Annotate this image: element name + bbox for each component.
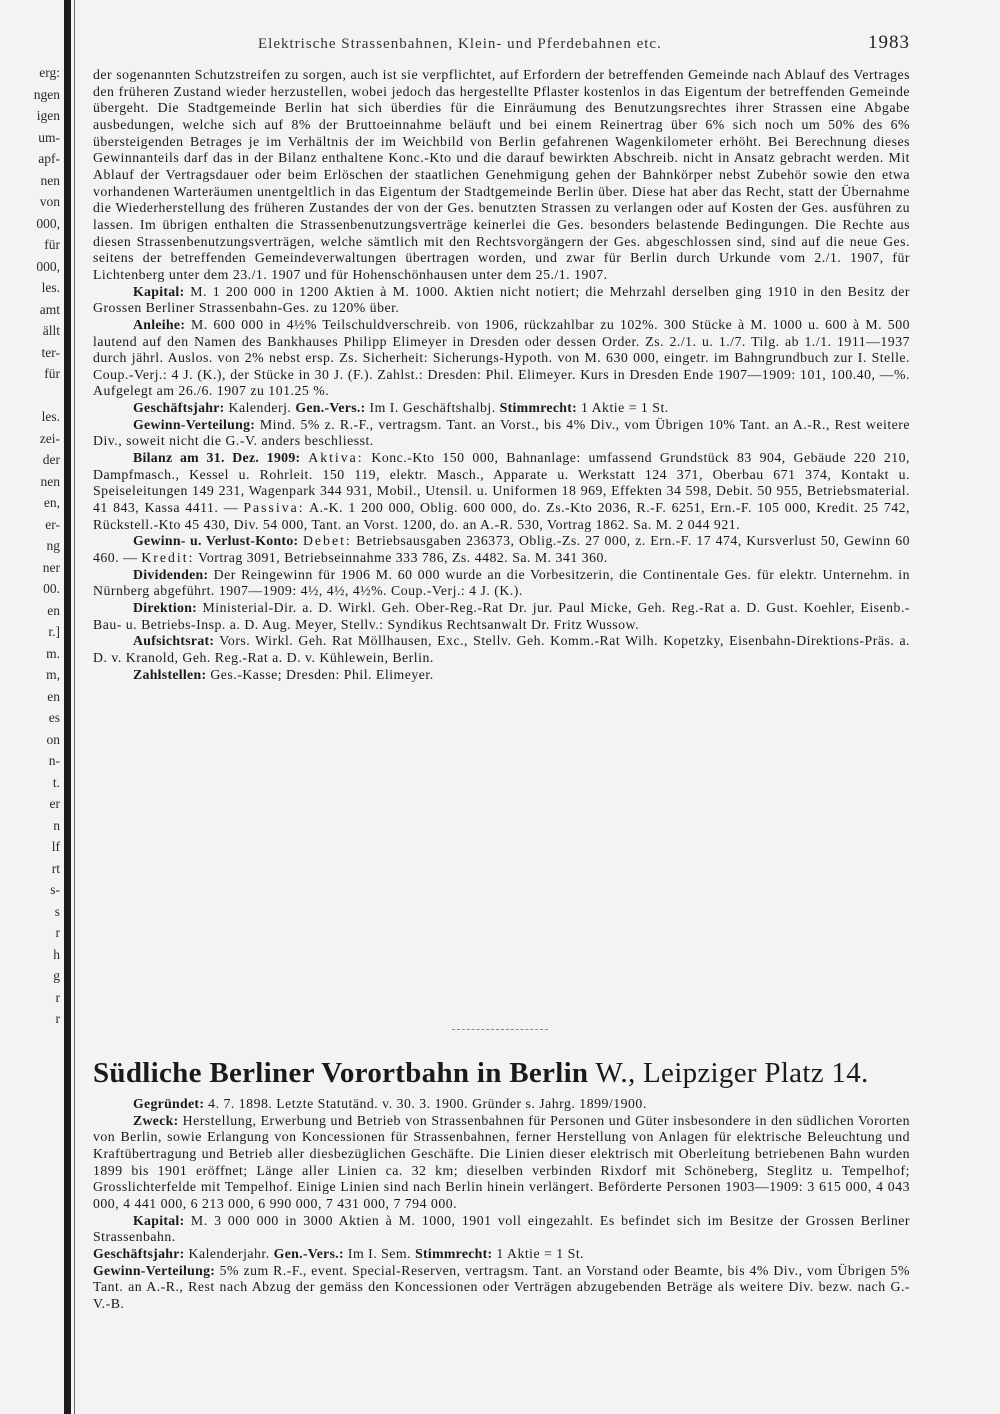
aktiva-label: Aktiva: <box>308 450 364 466</box>
facing-page-margin <box>0 62 60 1030</box>
entry-bilanz <box>93 450 910 533</box>
margin-fragment: ter- <box>41 344 60 360</box>
entry-label: Aufsichtsrat: <box>133 633 215 649</box>
entry-text: Herstellung, Erwerbung und Betrieb von Strassenbahnen für Personen und Güter insbesondere in den südlichen Vororten von Berlin, sowie Erlangung von Koncessionen für Strassenbahnen, ferner Herstellung von Anlagen für elektrische Beleuchtung und Kraftübertragung und Betrieb aller diesbezüglichen Geschäfte. Die Linien dieser elektrisch mit Oberleitung betriebenen Bahn wurden 1899 bis 1901 eröffnet; Länge aller Linien ca. 32 km; dieselben verbinden Rixdorf mit Schöneberg, Steglitz u. Tempelhof; Grosslichterfelde mit Tempelhof. Einige Linien sind nach Berlin hinein verlängert. Beförderte Personen 1903—1909: 3 615 000, 4 043 000, 4 441 000, 6 213 000, 6 990 000, 7 431 000, 7 794 000. <box>93 1112 911 1211</box>
entry-aufsichtsrat <box>93 633 910 666</box>
entry-text: Konc.-Kto 150 000, Bahnanlage: umfassend Grundstück 83 904, Gebäude 220 210, Dampfmasch., Kessel u. Rohrleit. 150 119, elektr. Masch., Apparate u. Werkstatt 124 371, Oberbau 671 374, Kontakt u. Speiseleitungen 149 231, Wagenpark 344 931, Mobil., Utensil. u. Uniformen 18 969, Effekten 34 598, Debit. 50 955, Betriebsmaterial. 41 843, Kassa 4411. — <box>93 450 910 516</box>
entry-dividenden <box>93 567 910 600</box>
margin-fragment: en, <box>43 495 60 510</box>
entry-direktion <box>93 600 910 633</box>
page-number: 1983 <box>868 32 910 53</box>
section-2-title <box>93 1056 923 1090</box>
entry-text: 1 Aktie = 1 St. <box>496 1245 585 1261</box>
margin-fragment: r.] <box>48 624 60 639</box>
entry-gewinn-verlust-konto <box>93 533 910 566</box>
margin-fragment: s <box>54 903 60 919</box>
entry-text: M. 1 200 000 in 1200 Aktien à M. 1000. Aktien nicht notiert; die Mehrzahl derselben ging 1910 in den Besitz der Grossen Berliner Strassenbahn-Ges. zu 120% über. <box>93 283 910 316</box>
margin-fragment: ng <box>46 538 60 553</box>
margin-fragment: für <box>44 366 60 381</box>
margin-fragment: les. <box>41 409 60 424</box>
margin-fragment: rt <box>51 860 60 876</box>
margin-fragment: für <box>44 237 60 252</box>
entry-text: Kalenderjahr. <box>188 1245 270 1261</box>
margin-fragment: r <box>55 925 60 940</box>
margin-fragment: apf- <box>38 151 60 166</box>
entry-label: Gewinn-Verteilung: <box>93 1262 216 1278</box>
entry-zweck <box>93 1113 910 1213</box>
margin-fragment: h <box>53 946 60 962</box>
entry-label: Gewinn- u. Verlust-Konto: <box>133 533 299 549</box>
entry-label: Gen.-Vers.: <box>273 1245 344 1261</box>
margin-fragment: t. <box>52 774 60 790</box>
entry-text: Mind. 5% z. R.-F., vertragsm. Tant. an Vorst., bis 4% Div., vom Übrigen 10% Tant. an A.-R., Rest weitere Div., soweit nicht die G.-V. anders beschliesst. <box>93 416 910 449</box>
margin-fragment: s- <box>50 882 60 897</box>
entry-label: Kapital: <box>133 283 185 299</box>
margin-fragment: igen <box>36 108 60 123</box>
entry-text: Im I. Sem. <box>347 1245 412 1261</box>
entry-gewinn-verteilung <box>93 417 910 450</box>
entry-geschaeftsjahr <box>93 1246 910 1263</box>
margin-fragment: 000, <box>36 215 60 231</box>
margin-fragment: g <box>53 968 60 983</box>
margin-fragment: lf <box>51 839 60 854</box>
debet-label: Debet: <box>302 533 352 549</box>
margin-fragment: 00. <box>43 581 60 596</box>
company-name: Südliche Berliner Vorortbahn in Berlin <box>93 1057 589 1089</box>
entry-text: 4. 7. 1898. Letzte Statutänd. v. 30. 3. 1900. Gründer s. Jahrg. 1899/1900. <box>208 1096 647 1111</box>
section-2-body <box>93 1096 910 1313</box>
margin-fragment: en <box>47 688 60 704</box>
section-1-body <box>93 67 910 683</box>
running-title: Elektrische Strassenbahnen, Klein- und Pferdebahnen etc. <box>258 36 662 52</box>
entry-label: Anleihe: <box>133 316 186 332</box>
margin-fragment: er- <box>45 516 60 532</box>
passiva-label: Passiva: <box>243 500 305 516</box>
entry-text: M. 600 000 in 4½% Teilschuldverschreib. von 1906, rückzahlbar zu 102%. 300 Stücke à M. 1000 u. 600 à M. 500 lautend auf den Namen des Bankhauses Philipp Elimeyer in Dresden oder dessen Order. Zs. 2./1. u. 1./7. Tilg. ab 1./1. 1911—1937 durch jährl. Auslos. von 2% nebst ersp. Zs. Sicherheit: Sicherungs-Hypoth. von M. 630 000, eingetr. im Bahngrundbuch zur I. Stelle. Coup.-Verj.: 4 J. (K.), der Stücke in 30 J. (F.). Zahlst.: Dresden: Phil. Elimeyer. Kurs in Dresden Ende 1907—1909: 101, 100.40, —%. Aufgelegt am 26./6. 1907 zu 101.25 %. <box>93 316 910 399</box>
margin-fragment: ällt <box>42 323 60 338</box>
margin-fragment: er <box>49 796 60 811</box>
entry-label: Zweck: <box>133 1112 179 1128</box>
entry-label: Gegründet: <box>133 1096 205 1111</box>
entry-text: M. 3 000 000 in 3000 Aktien à M. 1000, 1901 voll eingezahlt. Es befindet sich im Besitze der Grossen Berliner Strassenbahn. <box>93 1212 910 1245</box>
section-divider <box>452 1029 548 1030</box>
margin-fragment: m. <box>46 645 60 661</box>
entry-text: A.-K. 1 200 000, Oblig. 600 000, do. Zs.-Kto 2036, R.-F. 6251, Ern.-F. 105 000, Kredit. 25 742, Rückstell.-Kto 45 430, Div. 54 000, Tant. an Vorst. 1200, do. an A.-R. 530, Vortrag 1862. Sa. M. 2 044 921. <box>93 500 910 532</box>
book-spine-edge <box>74 0 75 1414</box>
margin-fragment: n <box>53 817 60 833</box>
entry-zahlstellen <box>93 667 910 684</box>
entry-label: Geschäftsjahr: <box>133 400 225 416</box>
margin-fragment: r <box>55 989 60 1005</box>
entry-label: Gen.-Vers.: <box>295 400 366 416</box>
entry-kapital <box>93 284 910 317</box>
entry-label: Direktion: <box>133 600 198 615</box>
entry-text: Der Reingewinn für 1906 M. 60 000 wurde an die Vorbesitzerin, die Continentale Ges. für elektr. Unternehm. in Nürnberg abgeführt. 1907—1909: 4½, 4½, 4½%. Coup.-Verj.: 4 J. (K.). <box>93 566 910 599</box>
margin-fragment: ner <box>42 559 60 575</box>
entry-label: Stimmrecht: <box>499 400 578 416</box>
margin-fragment: en <box>47 602 60 618</box>
kredit-label: Kredit: <box>141 550 195 566</box>
entry-text: 1 Aktie = 1 St. <box>581 400 669 416</box>
entry-text: Betriebsausgaben 236373, Oblig.-Zs. 27 000, z. Ern.-F. 17 474, Kursverlust 50, Gewinn 60 460. — <box>93 533 910 566</box>
margin-fragment: n- <box>48 753 60 768</box>
entry-label: Bilanz am 31. Dez. 1909: <box>133 450 301 466</box>
entry-text: Im I. Geschäftshalbj. <box>369 400 496 416</box>
section-1-opening: der sogenannten Schutzstreifen zu sorgen, auch ist sie verpflichtet, auf Erfordern der betreffenden Gemeinde nach Ablauf des Vertrages den früheren Zustand wieder herzustellen, wobei jedoch das hergestellte Pflaster kostenlos in das Eigentum der betreffenden Gemeinde übergeht. Die Stadtgemeinde Berlin hat sich überdies für die Einräumung des Benutzungsrechtes ihrer Strassen eine Abgabe ausbedungen, welche sich auf 8% der Bruttoeinnahme beläuft und bei einem Reinertrag über 6% sich noch um 50% des 6% übersteigenden Betrages je im Verhältnis der im Weichbild von Berlin gefahrenen Wagenkilometer erhöht. Bei Berechnung dieses Gewinnanteils darf das in der Bilanz enthaltene Konc.-Kto und die darauf bewirkten Abschreib. nicht in Ansatz gebracht werden. Mit Ablauf der Vertragsdauer oder beim Erlöschen der staatlichen Genehmigung gehen der Bahnkörper nebst Zubehör sowie den etwa vorhandenen Warteräumen unentgeltlich in das Eigentum der Stadtgemeinde Berlin über. Diese hat aber das Recht, statt der Übernahme die Wiederherstellung des früheren Zustandes der von der Ges. benutzten Strassen zu verlangen oder auf Kosten der Ges. ausführen zu lassen. Im übrigen enthalten die Strassenbenutzungsverträge keinerlei die Ges. besonders belastende Bedingungen. Die Rechte aus diesen Strassenbenutzungsverträgen, welche sämtlich mit den Rechtsvorgängern der Ges. abgeschlossen sind, sind auf die neue Ges. seitens der betreffenden Gemeindeverwaltungen übertragen worden, und zwar für Berlin durch Urkunde vom 2./1. 1907, für Lichtenberg unter dem 23./1. 1907 und für Hohenschönhausen unter dem 25./1. 1907. <box>93 67 910 282</box>
margin-fragment: erg: <box>39 65 60 80</box>
entry-gegruendet <box>93 1096 910 1113</box>
margin-fragment <box>0 385 60 407</box>
margin-fragment: nen <box>40 172 60 188</box>
entry-text: Vors. Wirkl. Geh. Rat Möllhausen, Exc., Stellv. Geh. Komm.-Rat Wilh. Kopetzky, Eisenbahn-Direktions-Präs. a. D. v. Kranold, Geh. Reg.-Rat a. D. v. Kühlewein, Berlin. <box>93 633 911 665</box>
margin-fragment: on <box>46 731 60 747</box>
entry-kapital <box>93 1213 910 1246</box>
entry-text: Ges.-Kasse; Dresden: Phil. Elimeyer. <box>210 666 434 682</box>
entry-label: Gewinn-Verteilung: <box>133 416 256 432</box>
entry-text: Ministerial-Dir. a. D. Wirkl. Geh. Ober-Reg.-Rat Dr. jur. Paul Micke, Geh. Reg.-Rat a. D. Gust. Koehler, Eisenb.-Bau- u. Betriebs-Insp. a. D. Aug. Meyer, Stellv.: Syndikus Rechtsanwalt Dr. Fritz Wussow. <box>93 600 910 632</box>
margin-fragment: der <box>42 452 60 467</box>
margin-fragment: zei- <box>39 430 60 446</box>
margin-fragment: um- <box>38 129 60 145</box>
margin-fragment: amt <box>39 301 60 317</box>
margin-fragment: r <box>55 1011 60 1026</box>
entry-text: Kalenderj. <box>228 400 292 416</box>
margin-fragment: ngen <box>33 86 60 102</box>
entry-label: Zahlstellen: <box>133 666 207 682</box>
entry-text: Vortrag 3091, Betriebseinnahme 333 786, Zs. 4482. Sa. M. 341 360. <box>198 550 608 566</box>
entry-label: Dividenden: <box>133 566 209 582</box>
entry-text: 5% zum R.-F., event. Special-Reserven, vertragsm. Tant. an Vorstand oder Beamte, bis 4% Div., vom Übrigen 5% Tant. an A.-R., Rest nach Abzug der gemäss den Koncessionen oder Verträgen abzugebenden Beträge als weitere Div. bezw. nach G.-V.-B. <box>93 1262 910 1311</box>
company-address: W., Leipziger Platz 14. <box>588 1057 869 1089</box>
book-spine-shadow <box>64 0 71 1414</box>
margin-fragment: m, <box>46 667 60 682</box>
entry-label: Kapital: <box>133 1212 185 1228</box>
margin-fragment: nen <box>40 473 60 489</box>
margin-fragment: es <box>48 710 60 725</box>
margin-fragment: von <box>39 194 60 209</box>
entry-gewinn-verteilung <box>93 1263 910 1313</box>
margin-fragment: les. <box>41 280 60 295</box>
entry-geschaeftsjahr <box>93 400 910 417</box>
entry-label: Geschäftsjahr: <box>93 1245 185 1261</box>
margin-fragment: 000, <box>36 258 60 274</box>
entry-label: Stimmrecht: <box>415 1245 493 1261</box>
entry-anleihe <box>93 317 910 400</box>
